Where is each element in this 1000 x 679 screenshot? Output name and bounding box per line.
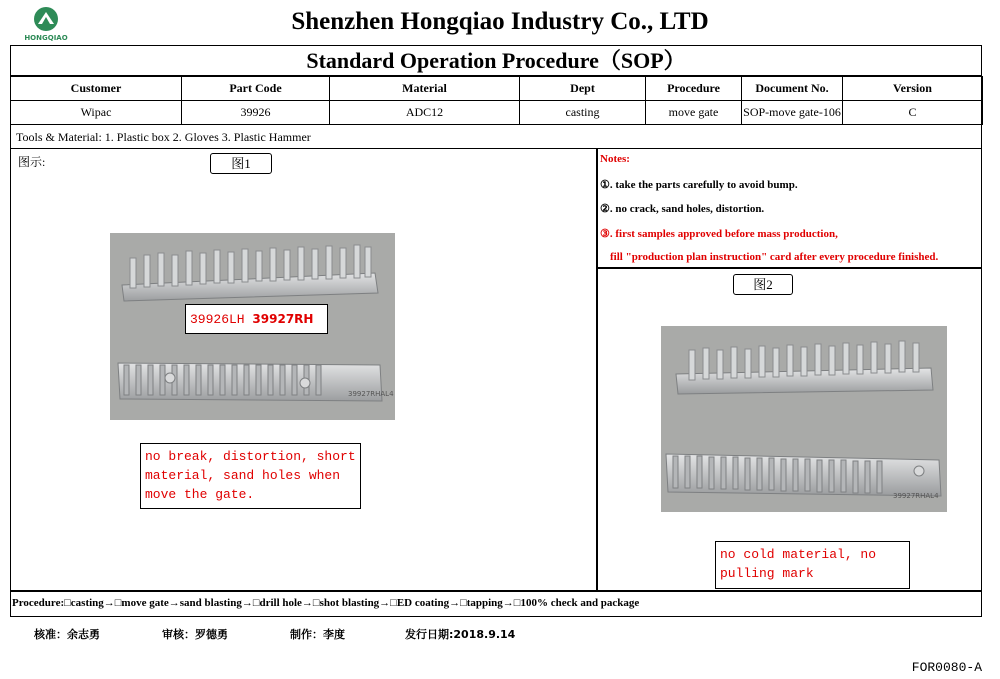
value-procedure: move gate bbox=[646, 101, 742, 125]
notes-section bbox=[600, 153, 938, 276]
tools-material: Tools & Material: 1. Plastic box 2. Gloves 3. Plastic Hammer bbox=[10, 124, 982, 149]
reviewer-signature: 审核：罗德勇 bbox=[162, 628, 228, 641]
part-code-callout bbox=[185, 304, 328, 334]
value-material: ADC12 bbox=[330, 101, 520, 125]
sop-title: Standard Operation Procedure（SOP） bbox=[10, 46, 982, 76]
header-customer: Customer bbox=[11, 77, 182, 101]
header-version: Version bbox=[843, 77, 983, 101]
part-code-rh: 39927RH bbox=[252, 312, 314, 326]
note-item-3: ③. first samples approved before mass production, bbox=[600, 227, 838, 240]
value-version: C bbox=[843, 101, 983, 125]
company-name: Shenzhen Hongqiao Industry Co., LTD bbox=[291, 8, 709, 35]
note-item-3-cont: fill "production plan instruction" card after every procedure finished. bbox=[610, 251, 939, 263]
figure-2-label: 图2 bbox=[733, 274, 793, 295]
notes-title: Notes: bbox=[600, 153, 630, 165]
header-material: Material bbox=[330, 77, 520, 101]
svg-text:39927RHAL4: 39927RHAL4 bbox=[893, 492, 939, 500]
value-dept: casting bbox=[520, 101, 646, 125]
procedure-flow: Procedure:□casting→□move gate→sand blasting→□drill hole→□shot blasting→□ED coating→□tapping→□100% check and package bbox=[12, 597, 640, 609]
header-part-code: Part Code bbox=[182, 77, 330, 101]
illustration-label: 图示: bbox=[18, 155, 46, 169]
figure-1-label: 图1 bbox=[210, 153, 272, 174]
header-dept: Dept bbox=[520, 77, 646, 101]
part-code-lh: 39926LH bbox=[190, 312, 245, 327]
author-signature: 制作：李度 bbox=[290, 628, 345, 641]
value-document-no: SOP-move gate-106 bbox=[742, 101, 843, 125]
part-photo-2 bbox=[661, 326, 947, 512]
note-item-1: ①. take the parts carefully to avoid bump. bbox=[600, 178, 798, 191]
svg-text:39927RHAL4: 39927RHAL4 bbox=[348, 390, 394, 398]
svg-text:HONGQIAO: HONGQIAO bbox=[24, 34, 68, 42]
approver-signature: 核准：余志勇 bbox=[34, 628, 100, 641]
move-gate-callout: no break, distortion, short material, sand holes when move the gate. bbox=[140, 443, 361, 509]
value-part-code: 39926 bbox=[182, 101, 330, 125]
info-header-row bbox=[11, 77, 983, 101]
panel-divider bbox=[596, 148, 598, 590]
info-table bbox=[10, 76, 983, 125]
quality-callout: no cold material, no pulling mark bbox=[715, 541, 910, 589]
header-document-no: Document No. bbox=[742, 77, 843, 101]
form-number: FOR0080-A bbox=[911, 660, 982, 675]
procedure-divider bbox=[10, 590, 982, 592]
value-customer: Wipac bbox=[11, 101, 182, 125]
info-value-row bbox=[11, 101, 983, 125]
issue-date: 发行日期:2018.9.14 bbox=[405, 628, 516, 641]
header-procedure: Procedure bbox=[646, 77, 742, 101]
note-item-2: ②. no crack, sand holes, distortion. bbox=[600, 203, 765, 215]
